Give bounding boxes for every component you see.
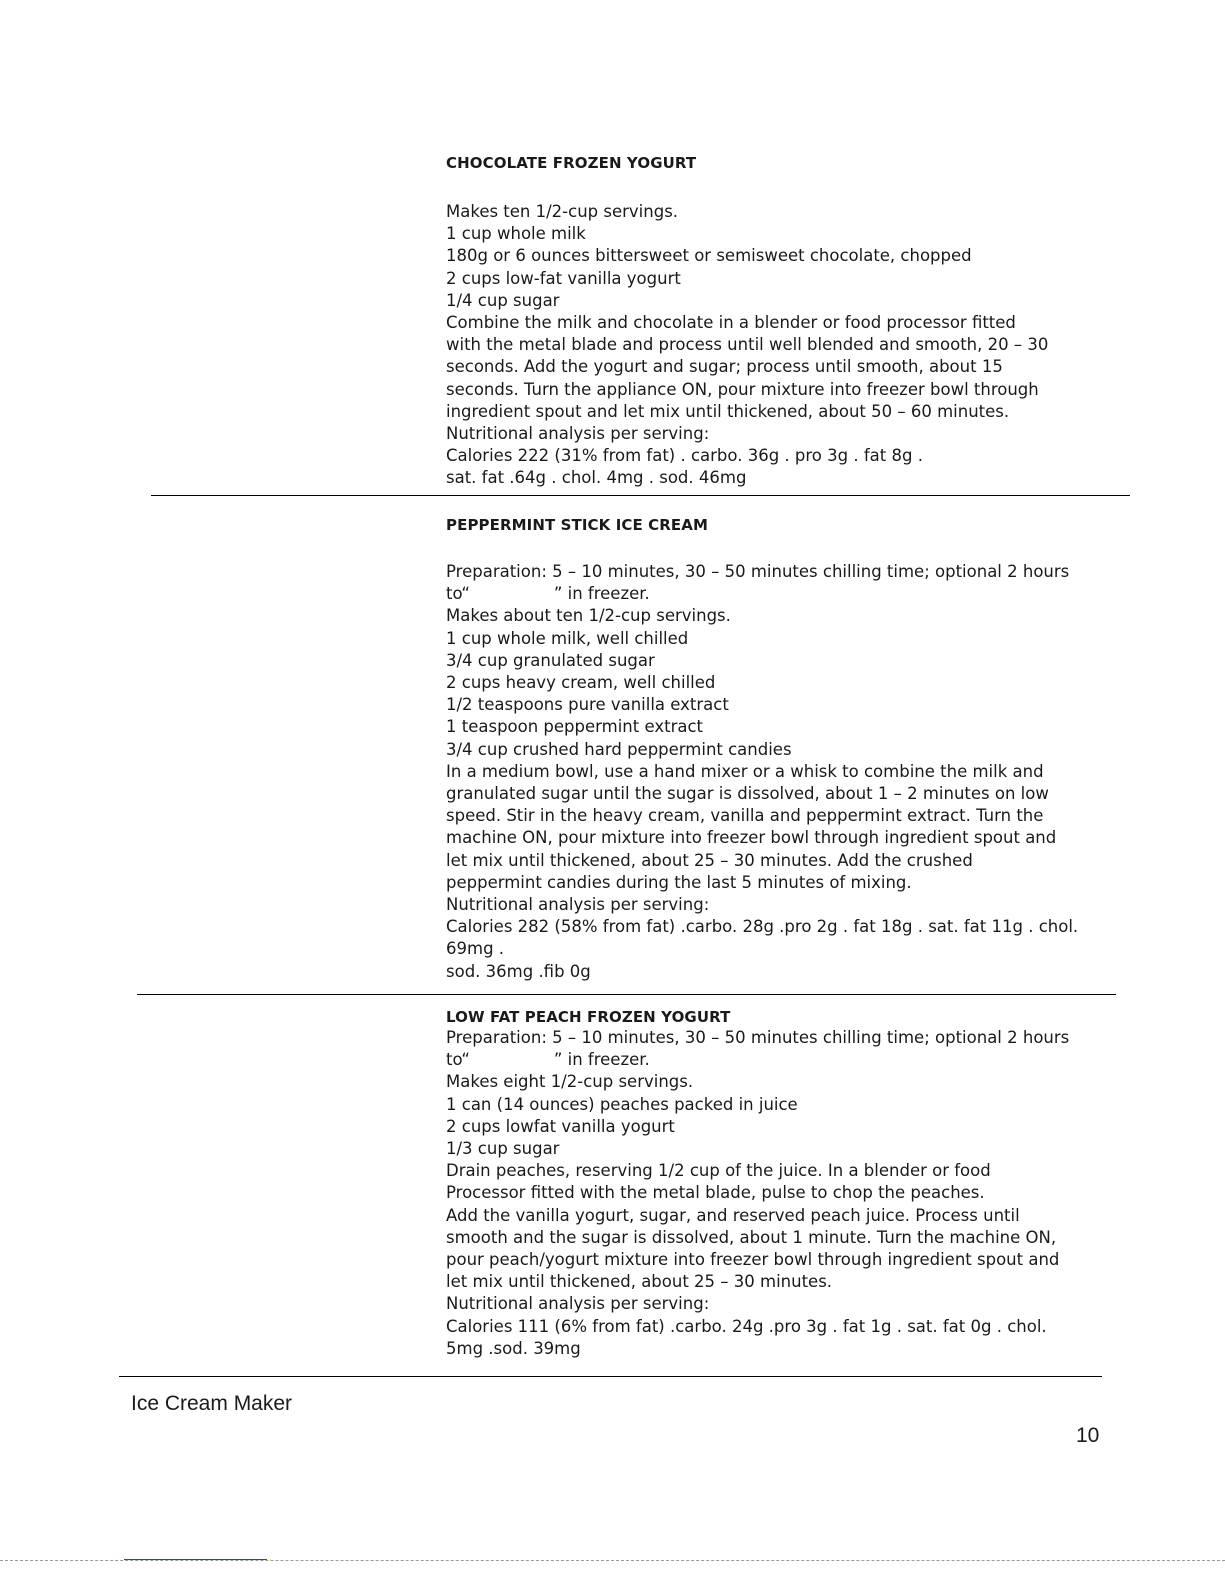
link-underline xyxy=(124,1559,267,1560)
recipe-line: 1 cup whole milk, well chilled xyxy=(446,628,689,648)
recipe-line: Processor fitted with the metal blade, pulse to chop the peaches. xyxy=(446,1183,985,1203)
recipe-line: Calories 222 (31% from fat) . carbo. 36g . pro 3g . fat 8g . xyxy=(446,446,923,466)
recipe-line: Calories 282 (58% from fat) .carbo. 28g .pro 2g . fat 18g . sat. fat 11g . chol. xyxy=(446,917,1079,937)
recipe-line: Drain peaches, reserving 1/2 cup of the juice. In a blender or food xyxy=(446,1161,991,1181)
footer-product-name: Ice Cream Maker xyxy=(131,1392,293,1415)
recipe-title: CHOCOLATE FROZEN YOGURT xyxy=(446,154,697,172)
page-number: 10 xyxy=(1076,1424,1100,1447)
footer-divider xyxy=(119,1376,1102,1377)
recipe-body xyxy=(446,1027,1126,1360)
recipe-line: 5mg .sod. 39mg xyxy=(446,1338,581,1358)
recipe-line: Nutritional analysis per serving: xyxy=(446,1294,710,1314)
recipe-line: Makes ten 1/2-cup servings. xyxy=(446,202,679,221)
section-divider xyxy=(151,495,1130,496)
recipe-title: PEPPERMINT STICK ICE CREAM xyxy=(446,516,709,534)
recipe-line: Makes about ten 1/2-cup servings. xyxy=(446,606,731,626)
recipe-low-fat-peach-frozen-yogurt xyxy=(446,1007,1126,1360)
recipe-line: seconds. Add the yogurt and sugar; process until smooth, about 15 xyxy=(446,357,1003,377)
recipe-line: seconds. Turn the appliance ON, pour mixture into freezer bowl through xyxy=(446,379,1039,399)
recipe-line: let mix until thickened, about 25 – 30 minutes. Add the crushed xyxy=(446,850,973,870)
recipe-line: 1/4 cup sugar xyxy=(446,290,560,310)
recipe-line: 1/3 cup sugar xyxy=(446,1139,560,1159)
recipe-line: Add the vanilla yogurt, sugar, and reserved peach juice. Process until xyxy=(446,1205,1020,1225)
recipe-line: 3/4 cup crushed hard peppermint candies xyxy=(446,739,792,759)
recipe-line: 2 cups lowfat vanilla yogurt xyxy=(446,1116,675,1136)
recipe-line: In a medium bowl, use a hand mixer or a whisk to combine the milk and xyxy=(446,761,1044,781)
recipe-line: Nutritional analysis per serving: xyxy=(446,424,710,444)
recipe-line: 1/2 teaspoons pure vanilla extract xyxy=(446,695,729,715)
recipe-line: granulated sugar until the sugar is dissolved, about 1 – 2 minutes on low xyxy=(446,784,1049,804)
recipe-line: to“ ” in freezer. xyxy=(446,1050,650,1070)
recipe-line: 69mg . xyxy=(446,939,505,959)
recipe-line: Preparation: 5 – 10 minutes, 30 – 50 minutes chilling time; optional 2 hours xyxy=(446,562,1070,581)
recipe-line: speed. Stir in the heavy cream, vanilla and peppermint extract. Turn the xyxy=(446,806,1044,826)
recipe-body xyxy=(446,561,1126,983)
recipe-line: let mix until thickened, about 25 – 30 minutes. xyxy=(446,1272,833,1292)
recipe-line: ingredient spout and let mix until thickened, about 50 – 60 minutes. xyxy=(446,401,1010,421)
recipe-line: 2 cups low-fat vanilla yogurt xyxy=(446,268,681,288)
page-edge-dashed-line xyxy=(0,1560,1225,1561)
recipe-title: LOW FAT PEACH FROZEN YOGURT xyxy=(446,1008,731,1026)
recipe-body xyxy=(446,201,1126,490)
recipe-line: 1 cup whole milk xyxy=(446,224,586,244)
recipe-line: with the metal blade and process until well blended and smooth, 20 – 30 xyxy=(446,335,1049,355)
recipe-line: Calories 111 (6% from fat) .carbo. 24g .pro 3g . fat 1g . sat. fat 0g . chol. xyxy=(446,1316,1047,1336)
section-divider xyxy=(137,994,1116,995)
recipe-line: sat. fat .64g . chol. 4mg . sod. 46mg xyxy=(446,468,747,488)
recipe-line: Makes eight 1/2-cup servings. xyxy=(446,1072,694,1092)
recipe-line: peppermint candies during the last 5 minutes of mixing. xyxy=(446,872,912,892)
recipe-line: machine ON, pour mixture into freezer bowl through ingredient spout and xyxy=(446,828,1057,848)
recipe-chocolate-frozen-yogurt xyxy=(446,153,1126,490)
recipe-line: 1 can (14 ounces) peaches packed in juice xyxy=(446,1094,798,1114)
recipe-line: to“ ” in freezer. xyxy=(446,584,650,604)
recipe-line: 1 teaspoon peppermint extract xyxy=(446,717,704,737)
recipe-line: pour peach/yogurt mixture into freezer bowl through ingredient spout and xyxy=(446,1250,1060,1270)
recipe-line: 3/4 cup granulated sugar xyxy=(446,650,655,670)
recipe-line: 2 cups heavy cream, well chilled xyxy=(446,673,716,693)
recipe-peppermint-stick-ice-cream xyxy=(446,515,1126,983)
recipe-line: 180g or 6 ounces bittersweet or semisweet chocolate, chopped xyxy=(446,246,972,266)
recipe-line: Combine the milk and chocolate in a blender or food processor fitted xyxy=(446,313,1016,333)
recipe-line: Preparation: 5 – 10 minutes, 30 – 50 minutes chilling time; optional 2 hours xyxy=(446,1028,1070,1047)
recipe-line: Nutritional analysis per serving: xyxy=(446,895,710,915)
recipe-line: smooth and the sugar is dissolved, about 1 minute. Turn the machine ON, xyxy=(446,1227,1057,1247)
recipe-line: sod. 36mg .fib 0g xyxy=(446,961,591,981)
